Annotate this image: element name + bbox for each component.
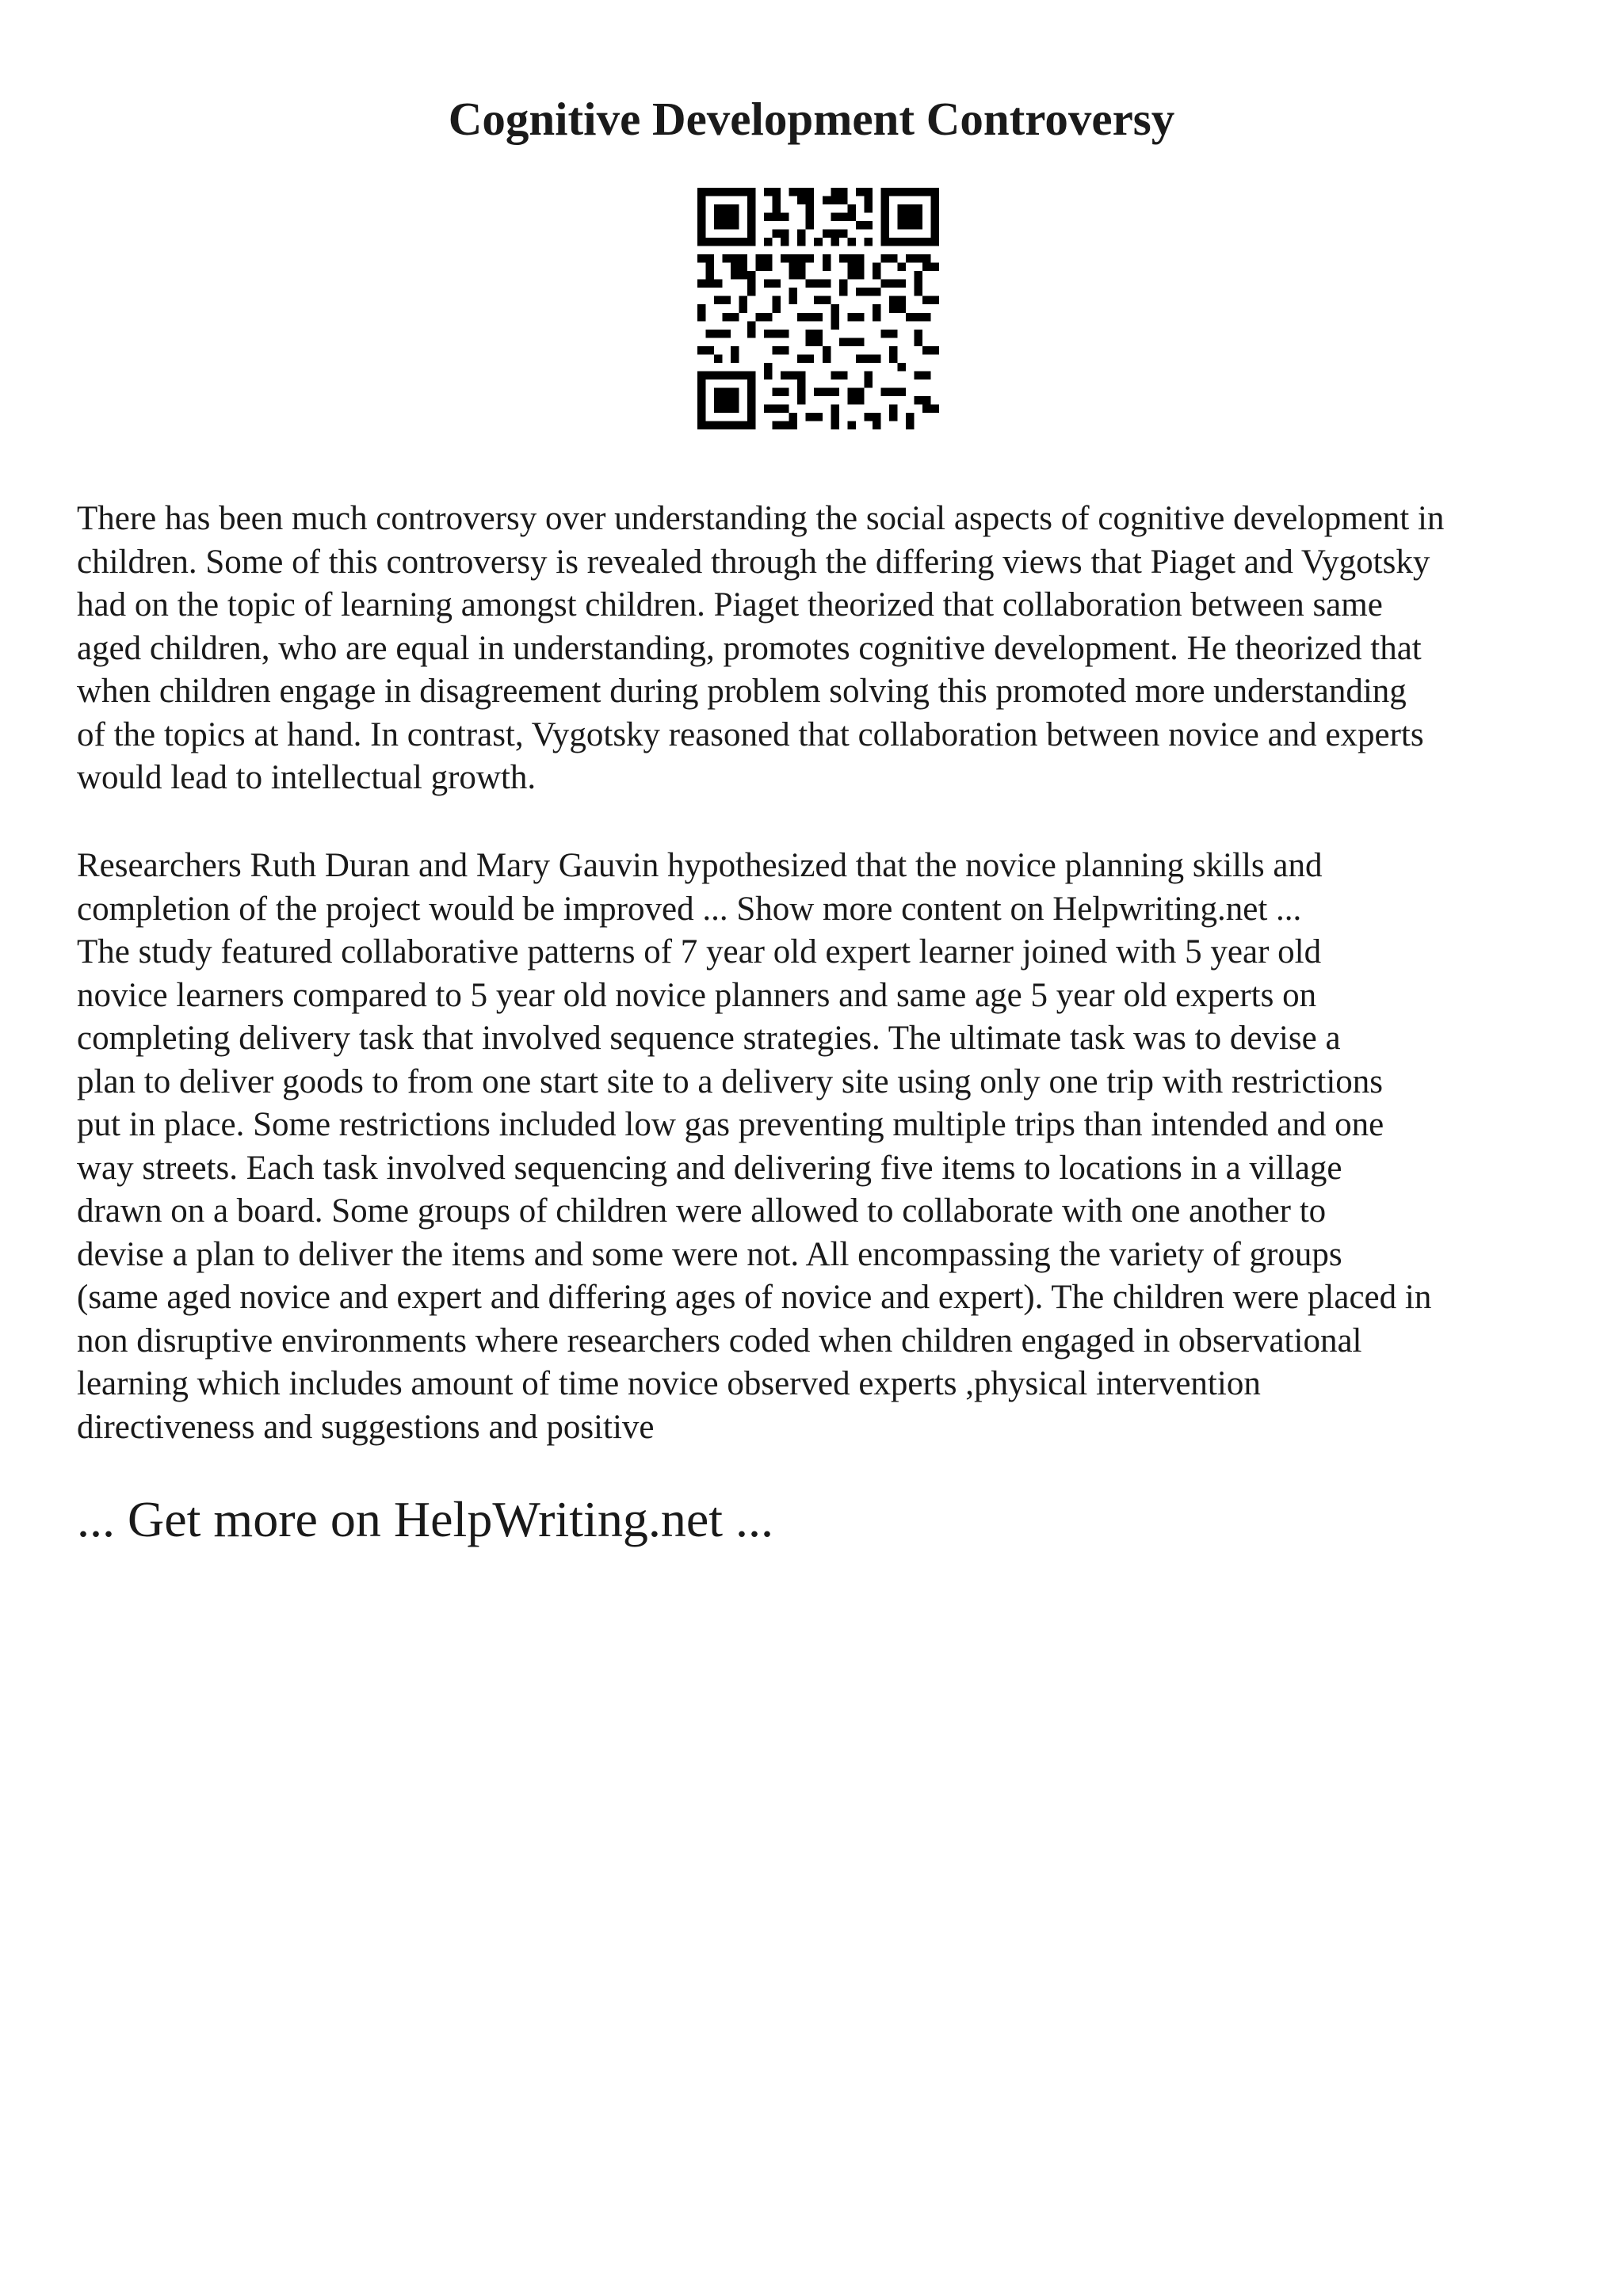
paragraph-line: (same aged novice and expert and differing ages of novice and expert). The children were placed in (77, 1279, 1432, 1316)
paragraph-line: had on the topic of learning amongst children. Piaget theorized that collaboration between same (77, 586, 1383, 624)
paragraph-line: novice learners compared to 5 year old novice planners and same age 5 year old experts on (77, 976, 1317, 1014)
get-more-link-text[interactable]: ... Get more on HelpWriting.net ... (77, 1491, 773, 1547)
paragraph-line: learning which includes amount of time novice observed experts ,physical intervention (77, 1365, 1261, 1402)
paragraph-line: would lead to intellectual growth. (77, 759, 537, 796)
paragraph-line: children. Some of this controversy is revealed through the differing views that Piaget and Vygotsky (77, 543, 1430, 581)
paragraph-line: completing delivery task that involved sequence strategies. The ultimate task was to devise a (77, 1020, 1341, 1057)
paragraph-line: The study featured collaborative patterns of 7 year old expert learner joined with 5 year old (77, 933, 1322, 971)
paragraph-line: plan to deliver goods to from one start site to a delivery site using only one trip with restrictions (77, 1062, 1384, 1100)
paragraph-line: of the topics at hand. In contrast, Vygotsky reasoned that collaboration between novice and experts (77, 715, 1424, 753)
paragraph-line: put in place. Some restrictions included low gas preventing multiple trips than intended and one (77, 1106, 1384, 1143)
paragraph-line: aged children, who are equal in understanding, promotes cognitive development. He theorized that (77, 629, 1422, 667)
paragraph-line: way streets. Each task involved sequencing and delivering five items to locations in a village (77, 1149, 1342, 1187)
paragraph-line: completion of the project would be improved ... Show more content on Helpwriting.net ... (77, 890, 1302, 928)
page-title: Cognitive Development Controversy (448, 93, 1175, 145)
paragraph-line: Researchers Ruth Duran and Mary Gauvin hypothesized that the novice planning skills and (77, 847, 1323, 884)
paragraph-2 (77, 845, 1583, 1449)
paragraph-line: There has been much controversy over understanding the social aspects of cognitive development in (77, 500, 1445, 537)
paragraph-line: drawn on a board. Some groups of children were allowed to collaborate with one another to (77, 1192, 1327, 1230)
paragraph-line: directiveness and suggestions and positive (77, 1408, 655, 1446)
qr-code-icon (697, 188, 939, 429)
paragraph-line: when children engage in disagreement during problem solving this promoted more understanding (77, 673, 1407, 710)
paragraph-line: non disruptive environments where researchers coded when children engaged in observational (77, 1322, 1362, 1360)
paragraph-line: devise a plan to deliver the items and some were not. All encompassing the variety of groups (77, 1235, 1342, 1273)
paragraph-1 (77, 498, 1583, 800)
